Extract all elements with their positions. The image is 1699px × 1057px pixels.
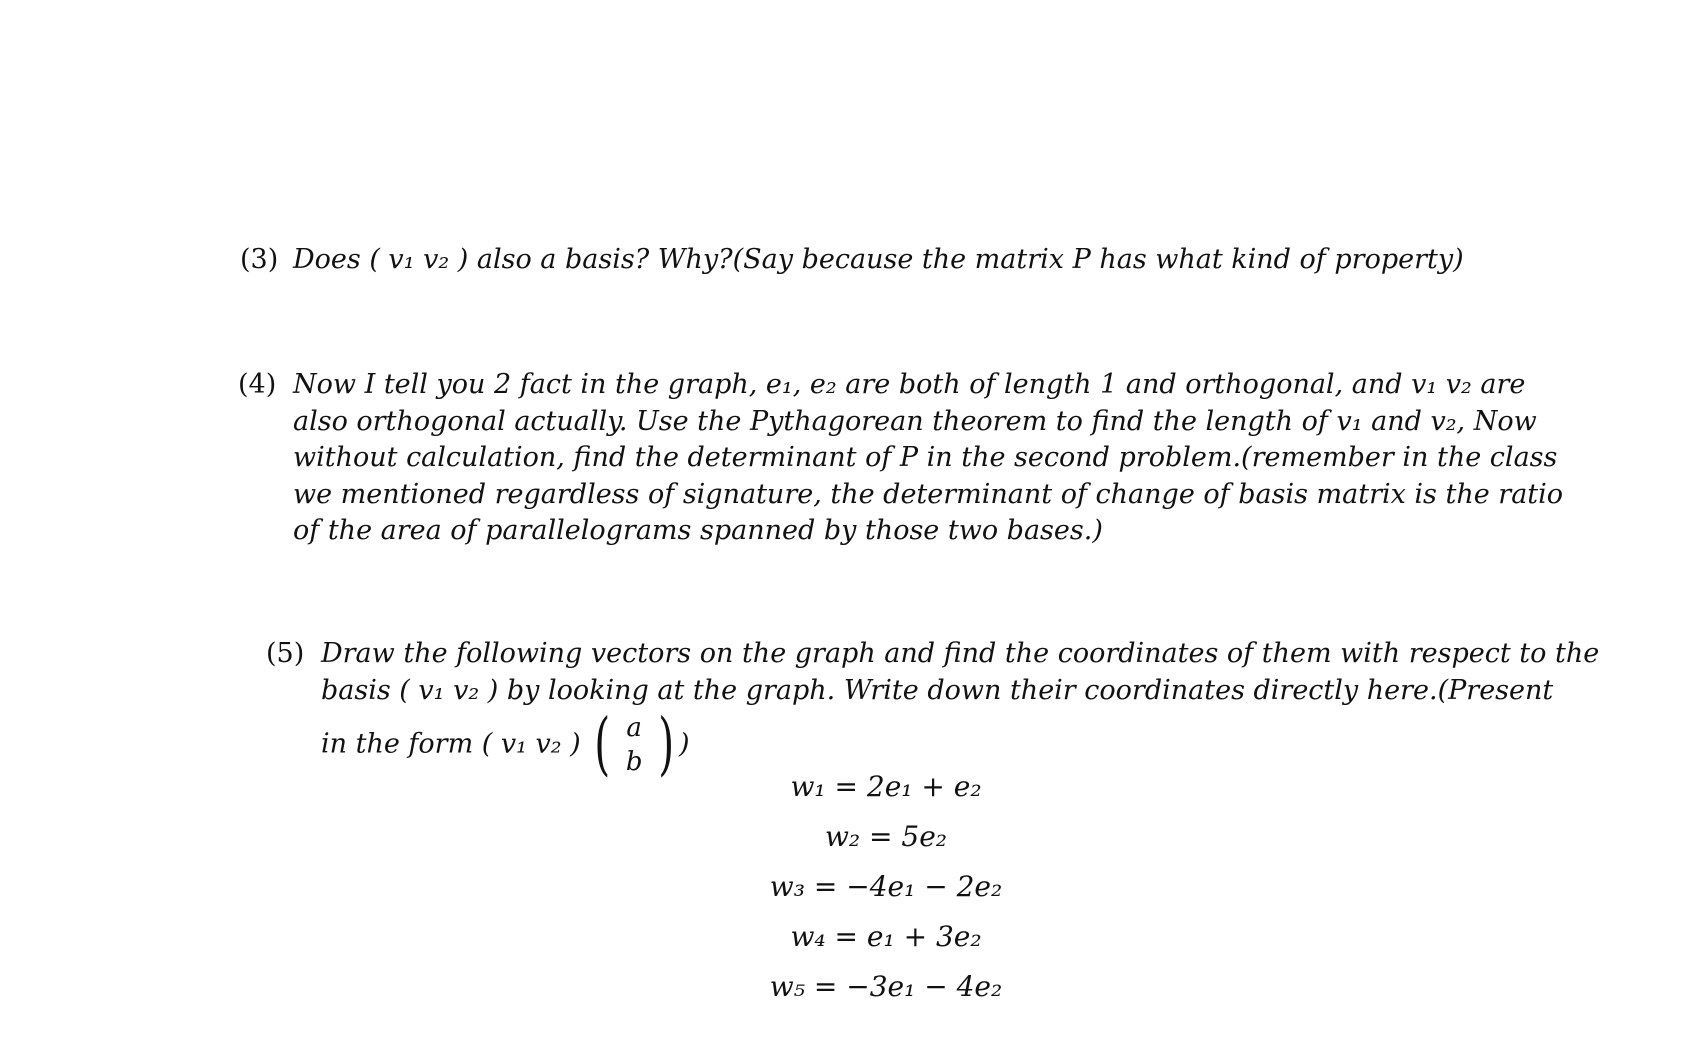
equations-block — [736, 762, 1036, 1012]
problem-4-line-1: Now I tell you 2 fact in the graph, e₁, e₂ are both of length 1 and orthogonal, and v₁ v₂ are — [293, 369, 1526, 400]
problem-4-line-3: without calculation, find the determinant of P in the second problem.(remember in the class — [293, 442, 1558, 473]
column-vector — [589, 705, 679, 784]
problem-5-closing-paren: ) — [679, 728, 690, 760]
equation-w4: w₄ = e₁ + 3e₂ — [790, 920, 982, 953]
column-vector-entries — [616, 711, 653, 779]
problem-3-text: Does ( v₁ v₂ ) also a basis? Why?(Say because the matrix P has what kind of property) — [293, 244, 1464, 275]
problem-5-number: (5) — [266, 638, 305, 669]
column-entry-a: a — [626, 713, 642, 743]
problem-4-number: (4) — [238, 369, 277, 400]
problem-5-line-1: Draw the following vectors on the graph and find the coordinates of them with respect to the — [321, 638, 1600, 669]
problem-5-line-2: basis ( v₁ v₂ ) by looking at the graph. Write down their coordinates directly here.(Present — [321, 674, 1554, 706]
problem-5-line-3-text: in the form ( v₁ v₂ ) — [321, 728, 581, 760]
problem-4 — [238, 367, 1564, 550]
right-paren: ) — [657, 705, 674, 784]
column-entry-b: b — [625, 747, 643, 777]
problem-3-number: (3) — [240, 244, 279, 275]
equation-w1: w₁ = 2e₁ + e₂ — [790, 770, 982, 803]
left-paren: ( — [594, 705, 611, 784]
equation-w3: w₃ = −4e₁ − 2e₂ — [769, 870, 1003, 903]
problem-5 — [266, 636, 1600, 784]
problem-4-line-2: also orthogonal actually. Use the Pythagorean theorem to find the length of v₁ and v₂, Now — [293, 405, 1537, 437]
equation-w2: w₂ = 5e₂ — [824, 820, 948, 853]
problem-4-line-4: we mentioned regardless of signature, the determinant of change of basis matrix is the ratio — [293, 478, 1564, 510]
problem-3 — [240, 242, 1540, 279]
problem-4-line-5: of the area of parallelograms spanned by those two bases.) — [293, 515, 1103, 546]
equation-w5: w₅ = −3e₁ − 4e₂ — [769, 970, 1003, 1003]
